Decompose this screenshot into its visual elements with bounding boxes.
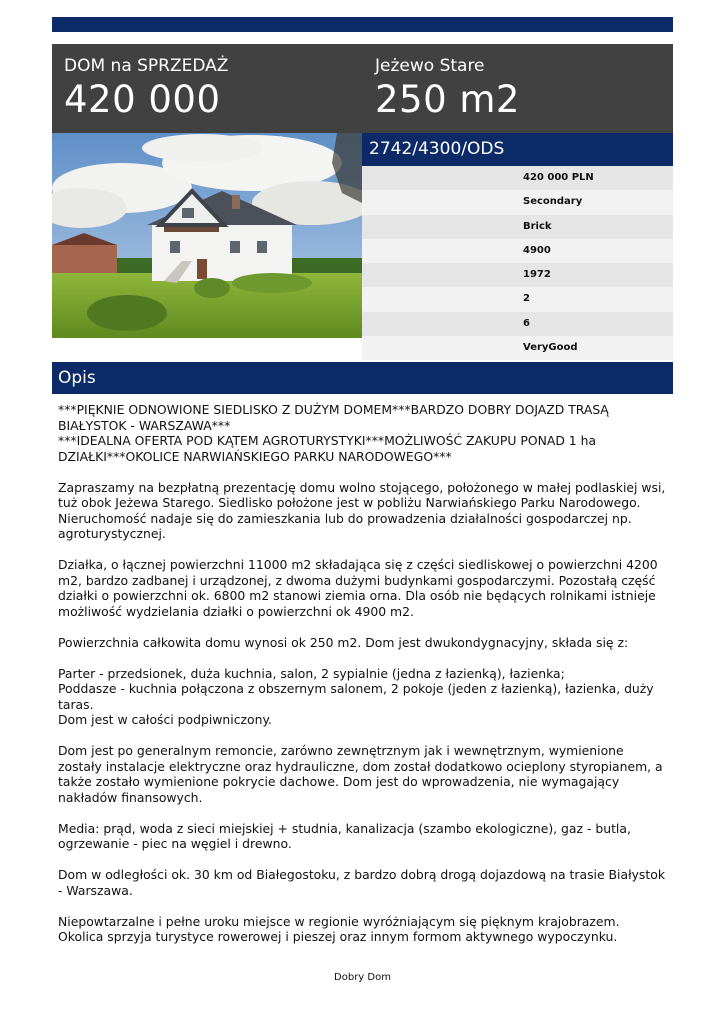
- spec-material: Brick: [362, 215, 673, 239]
- listing-price: 420 000: [64, 78, 221, 121]
- house-photo: [52, 133, 362, 338]
- description-paragraph: Działka, o łącznej powierzchni 11000 m2 składająca się z części siedliskowej o powierzchni 4200 m2, bardzo zadbanej i urządzonej, z dwoma dużymi budynkami gospodarczymi. Pozostałą część działki o powierzchni ok. 6800 m2 stanowi ziemia orna. Dla osób nie będących rolnikami istnieje możliwość wydzielania działki o powierzchni ok 4900 m2.: [58, 557, 658, 619]
- specs-table: [362, 166, 673, 360]
- spec-price: 420 000 PLN: [362, 166, 673, 190]
- description-body: [58, 402, 668, 960]
- header-left: [64, 56, 228, 122]
- description-paragraph: Powierzchnia całkowita domu wynosi ok 250 m2. Dom jest dwukondygnacyjny, składa się z:: [58, 634, 629, 650]
- description-paragraph: ***PIĘKNIE ODNOWIONE SIEDLISKO Z DUŻYM DOMEM***BARDZO DOBRY DOJAZD TRASĄ BIAŁYSTOK - WARSZAWA*** ***IDEALNA OFERTA POD KĄTEM AGROTURYSTYKI***MOŻLIWOŚĆ ZAKUPU PONAD 1 ha DZIAŁKI***OKOLICE NARWIAŃSKIEGO PARKU NARODOWEGO***: [58, 402, 609, 464]
- spec-plot-size: 4900: [362, 239, 673, 263]
- reference-number: 2742/4300/ODS: [362, 133, 673, 166]
- description-paragraph: Media: prąd, woda z sieci miejskiej + studnia, kanalizacja (szambo ekologiczne), gaz - butla, ogrzewanie - piec na węgiel i drewno.: [58, 820, 631, 851]
- spec-market: Secondary: [362, 190, 673, 214]
- description-paragraph: Dom jest po generalnym remoncie, zarówno zewnętrznym jak i wewnętrznym, wymienione zostały instalacje elektryczne oraz hydrauliczne, dom został dodatkowo ocieplony styropianem, a także zostało wymienione pokrycie dachowe. Dom jest do wprowadzenia, nie wymagający nakładów finansowych.: [58, 743, 663, 805]
- header-right: [375, 56, 520, 122]
- description-paragraph: Parter - przedsionek, duża kuchnia, salon, 2 sypialnie (jedna z łazienką), łazienka; Poddasze - kuchnia połączona z obszernym salonem, 2 pokoje (jeden z łazienką), łazienka, duży taras. Dom jest w całości podpiwniczony.: [58, 665, 654, 727]
- listing-header: [52, 44, 673, 133]
- spec-year-built: 1972: [362, 263, 673, 287]
- spec-floors: 2: [362, 287, 673, 311]
- spec-rooms: 6: [362, 312, 673, 336]
- description-title: Opis: [52, 362, 673, 394]
- description-paragraph: Niepowtarzalne i pełne uroku miejsce w regionie wyróżniającym się pięknym krajobrazem. Okolica sprzyja turystyce rowerowej i pieszej oraz innym formom aktywnego wypoczynku.: [58, 913, 620, 944]
- footer-agency: Dobry Dom: [334, 972, 391, 983]
- top-accent-bar: [52, 17, 673, 32]
- listing-area: 250 m2: [375, 78, 520, 121]
- listing-type: DOM na SPRZEDAŻ: [64, 56, 229, 76]
- spec-condition: VeryGood: [362, 336, 673, 360]
- description-paragraph: Zapraszamy na bezpłatną prezentację domu wolno stojącego, położonego w małej podlaskiej wsi, tuż obok Jeżewa Starego. Siedlisko położone jest w pobliżu Narwiańskiego Parku Narodowego. Nieruchomość nadaje się do zamieszkania lub do prowadzenia działalności gospodarczej np. agroturystycznej.: [58, 479, 666, 541]
- description-paragraph: Dom w odległości ok. 30 km od Białegostoku, z bardzo dobrą drogą dojazdową na trasie Białystok - Warszawa.: [58, 867, 665, 898]
- listing-location: Jeżewo Stare: [375, 56, 485, 76]
